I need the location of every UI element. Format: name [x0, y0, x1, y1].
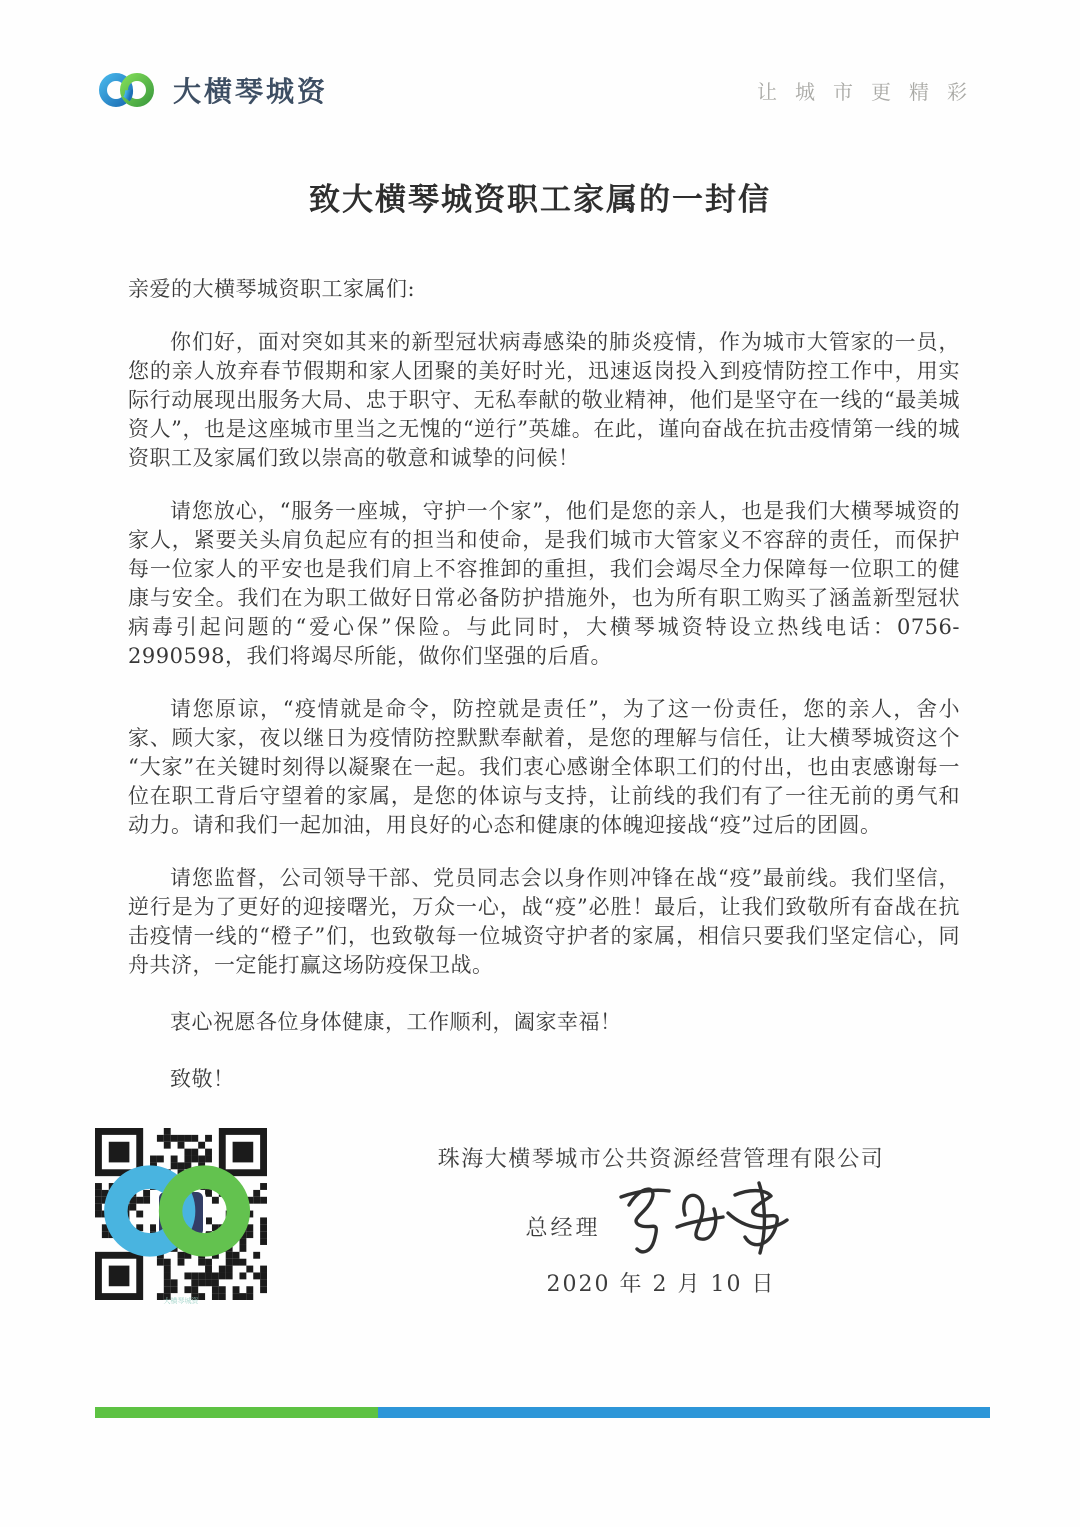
brand-text: 大横琴城资 — [173, 75, 329, 108]
bar-blue-segment — [378, 1407, 990, 1418]
closing-wish: 衷心祝愿各位身体健康，工作顺利，阖家幸福！ — [170, 1010, 622, 1034]
paragraph-1: 你们好，面对突如其来的新型冠状病毒感染的肺炎疫情，作为城市大管家的一员，您的亲人放弃春节假期和家人团聚的美好时光，迅速返岗投入到疫情防控工作中，用实际行动展现出服务大局、忠于职守、无私奉献的敬业精神，他们是坚守在一线的“最美城资人”，也是这座城市里当之无愧的“逆行”英雄。在此，谨向奋战在抗击疫情第一线的城资职工及家属们致以崇高的敬意和诚挚的问候！ — [128, 330, 960, 470]
general-manager-signature — [607, 1171, 797, 1267]
bar-green-segment — [95, 1407, 378, 1418]
letterhead — [0, 0, 1080, 112]
paragraph-3: 请您原谅，“疫情就是命令，防控就是责任”，为了这一份责任，您的亲人，舍小家、顾大家，夜以继日为疫情防控默默奉献着，是您的理解与信任，让大横琴城资这个“大家”在关键时刻得以凝聚在一起。我们衷心感谢全体职工们的付出，也由衷感谢每一位在职工背后守望着的家属，是您的体谅与支持，让前线的我们有了一往无前的勇气和动力。请和我们一起加油，用良好的心态和健康的体魄迎接战“疫”过后的团圆。 — [128, 697, 960, 837]
closing-salute: 致敬！ — [170, 1067, 235, 1091]
letter-title: 致大横琴城资职工家属的一封信 — [309, 182, 771, 218]
letter-body — [128, 275, 960, 1094]
qr-code — [95, 1128, 267, 1305]
signature-block — [95, 1128, 985, 1305]
brand-color-bar — [95, 1407, 990, 1418]
paragraph-2: 请您放心，“服务一座城，守护一个家”，他们是您的亲人，也是我们大横琴城资的家人，紧要关头肩负起应有的担当和使命，是我们城市大管家义不容辞的责任，而保护每一位家人的平安也是我们肩上不容推卸的重担，我们会竭尽全力保障每一位职工的健康与安全。我们在为职工做好日常必备防护措施外，也为所有职工购买了涵盖新型冠状病毒引起问题的“爱心保”保险。与此同时，大横琴城资特设立热线电话：0756-2990598，我们将竭尽所能，做你们坚强的后盾。 — [128, 499, 960, 668]
company-logo — [95, 68, 328, 112]
salutation: 亲爱的大横琴城资职工家属们: — [128, 277, 416, 301]
qr-center-label: 大横琴城资 — [163, 1297, 199, 1305]
role-row — [525, 1183, 796, 1269]
paragraph-4: 请您监督，公司领导干部、党员同志会以身作则冲锋在战“疫”最前线。我们坚信，逆行是为了更好的迎接曙光，万众一心，战“疫”必胜！最后，让我们致敬所有奋战在抗击疫情一线的“橙子”们，也致敬每一位城资守护者的家属，相信只要我们坚定信心，同舟共济，一定能打赢这场防疫保卫战。 — [128, 866, 960, 977]
interlocking-rings-icon — [95, 1125, 267, 1297]
qr-center-logo — [156, 1189, 206, 1305]
signature-right — [337, 1128, 985, 1298]
company-name: 珠海大横琴城市公共资源经营管理有限公司 — [437, 1147, 885, 1172]
role-label: 总经理 — [525, 1215, 601, 1241]
interlocking-rings-icon — [95, 68, 161, 112]
company-slogan: 让城市更精彩 — [757, 79, 985, 104]
letter-date: 2020 年 2 月 10 日 — [546, 1272, 776, 1297]
